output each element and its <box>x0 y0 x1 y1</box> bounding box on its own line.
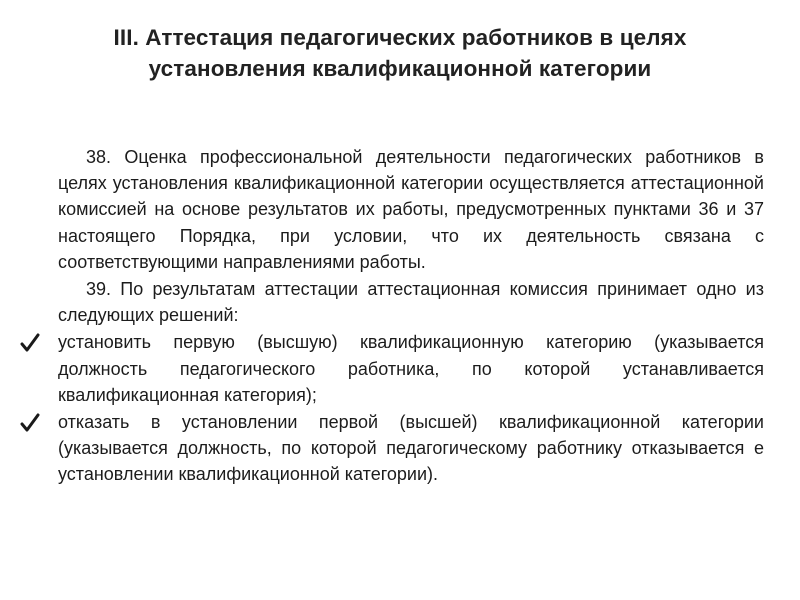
paragraph-39: 39. По результатам аттестации аттестационная комиссия принимает одно из следующих решений: <box>58 279 764 326</box>
decision-item-refuse <box>58 409 764 488</box>
slide-title-line-1: III. Аттестация педагогических работников в целях <box>113 25 687 50</box>
decision-item-text: установить первую (высшую) квалификационную категорию (указывается должность педагогического работника, по которой устанавливается квалификационная категория); <box>58 332 764 405</box>
decision-list <box>58 329 764 487</box>
slide-title <box>40 22 760 84</box>
checkmark-icon <box>19 329 41 355</box>
checkmark-icon <box>19 409 41 435</box>
paragraph-38: 38. Оценка профессиональной деятельности педагогических работников в целях установления квалификационной категории осуществляется аттестационной комиссией на основе результатов их работы, предусмотренных пунктами 36 и 37 настоящего Порядка, при условии, что их деятельность связана с соответствующими направлениями работы. <box>58 147 764 272</box>
decision-item-text: отказать в установлении первой (высшей) квалификационной категории (указывается должность, по которой педагогическому работнику отказывается е установлении квалификационной категории). <box>58 412 764 485</box>
decision-item-establish <box>58 329 764 408</box>
slide-title-line-2: установления квалификационной категории <box>148 56 652 81</box>
slide-body <box>58 144 764 488</box>
